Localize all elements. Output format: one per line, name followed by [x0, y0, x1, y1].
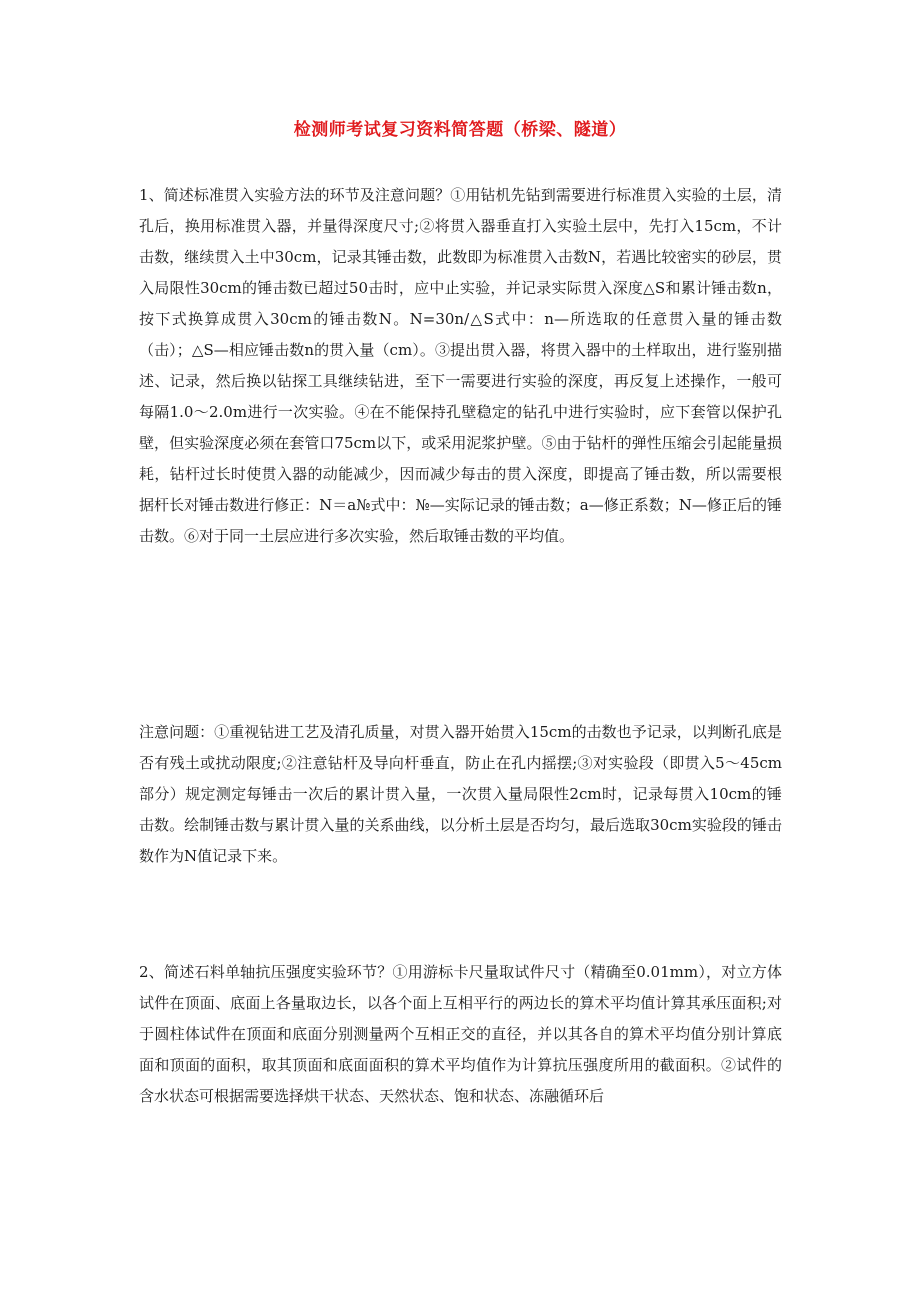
- notes-paragraph: 注意问题：①重视钻进工艺及清孔质量，对贯入器开始贯入15cm的击数也予记录，以判断孔底是否有残土或扰动限度;②注意钻杆及导向杆垂直，防止在孔内摇摆;③对实验段（即贯入5～45cm部分）规定测定每锤击一次后的累计贯入量，一次贯入量局限性2cm时，记录每贯入10cm的锤击数。绘制锤击数与累计贯入量的关系曲线，以分析土层是否均匀，最后选取30cm实验段的锤击数作为N值记录下来。: [139, 723, 782, 865]
- document-title: 检测师考试复习资料简答题（桥梁、隧道）: [293, 120, 627, 140]
- question-2-paragraph: 2、简述石料单轴抗压强度实验环节？①用游标卡尺量取试件尺寸（精确至0.01mm），对立方体试件在顶面、底面上各量取边长，以各个面上互相平行的两边长的算术平均值计算其承压面积;对于圆柱体试件在顶面和底面分别测量两个互相正交的直径，并以其各自的算术平均值分别计算底面和顶面的面积，取其顶面和底面面积的算术平均值作为计算抗压强度所用的截面积。②试件的含水状态可根据需要选择烘干状态、天然状态、饱和状态、冻融循环后: [139, 963, 782, 1105]
- question-1-paragraph: 1、简述标准贯入实验方法的环节及注意问题？①用钻机先钻到需要进行标准贯入实验的土层，清孔后，换用标准贯入器，并量得深度尺寸;②将贯入器垂直打入实验土层中，先打入15cm，不计击数，继续贯入土中30cm，记录其锤击数，此数即为标准贯入击数N，若遇比较密实的砂层，贯入局限性30cm的锤击数已超过50击时，应中止实验，并记录实际贯入深度△S和累计锤击数n，按下式换算成贯入30cm的锤击数N。N=30n/△S式中：n—所选取的任意贯入量的锤击数（击）；△S—相应锤击数n的贯入量（cm）。③提出贯入器，将贯入器中的土样取出，进行鉴别描述、记录，然后换以钻探工具继续钻进，至下一需要进行实验的深度，再反复上述操作，一般可每隔1.0～2.0m进行一次实验。④在不能保持孔壁稳定的钻孔中进行实验时，应下套管以保护孔壁，但实验深度必须在套管口75cm以下，或采用泥浆护壁。⑤由于钻杆的弹性压缩会引起能量损耗，钻杆过长时使贯入器的动能减少，因而减少每击的贯入深度，即提高了锤击数，所以需要根据杆长对锤击数进行修正：N＝a№式中：№—实际记录的锤击数；a—修正系数；N—修正后的锤击数。⑥对于同一土层应进行多次实验，然后取锤击数的平均值。: [139, 186, 782, 545]
